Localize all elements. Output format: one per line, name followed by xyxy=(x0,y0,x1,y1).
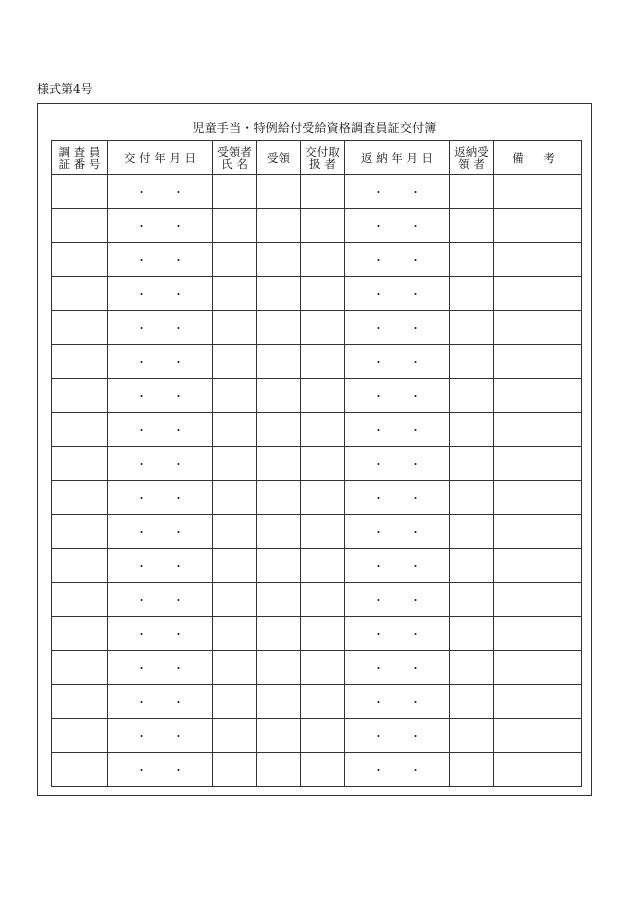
cell-remarks[interactable] xyxy=(494,515,582,549)
date-separator: ・ xyxy=(136,627,147,641)
cell-inspector-number[interactable] xyxy=(52,447,108,481)
cell-recipient-name[interactable] xyxy=(213,515,257,549)
date-separator: ・ xyxy=(410,219,421,233)
date-separator: ・ xyxy=(410,253,421,267)
header-remarks: 備 考 xyxy=(494,141,582,175)
date-separator: ・ xyxy=(136,287,147,301)
header-row xyxy=(52,141,582,175)
cell-return-receiver[interactable] xyxy=(450,651,494,685)
date-separator: ・ xyxy=(410,763,421,777)
date-separator: ・ xyxy=(173,661,184,675)
cell-return-receiver[interactable] xyxy=(450,209,494,243)
cell-return-receiver[interactable] xyxy=(450,515,494,549)
date-separators xyxy=(373,186,421,199)
date-separators xyxy=(373,390,421,403)
header-issuer-line1: 交付取 xyxy=(305,144,340,159)
date-separator: ・ xyxy=(373,185,384,199)
table-row xyxy=(52,481,582,515)
cell-remarks[interactable] xyxy=(494,175,582,209)
header-issuer xyxy=(301,141,345,175)
date-separators xyxy=(373,662,421,675)
date-separators xyxy=(136,254,184,267)
cell-recipient-name[interactable] xyxy=(213,617,257,651)
cell-remarks[interactable] xyxy=(494,379,582,413)
table-row xyxy=(52,447,582,481)
date-separator: ・ xyxy=(173,695,184,709)
date-separators xyxy=(136,458,184,471)
date-separator: ・ xyxy=(136,525,147,539)
header-inspector-number-line1: 調 査 員 xyxy=(58,144,101,159)
date-separators xyxy=(136,560,184,573)
cell-return-receiver[interactable] xyxy=(450,719,494,753)
cell-issue-date[interactable] xyxy=(108,209,213,243)
cell-return-date[interactable] xyxy=(345,277,450,311)
date-separator: ・ xyxy=(173,287,184,301)
cell-remarks[interactable] xyxy=(494,685,582,719)
cell-return-date[interactable] xyxy=(345,481,450,515)
date-separator: ・ xyxy=(136,661,147,675)
date-separator: ・ xyxy=(173,355,184,369)
date-separator: ・ xyxy=(373,559,384,573)
cell-receipt[interactable] xyxy=(257,175,301,209)
cell-inspector-number[interactable] xyxy=(52,583,108,617)
cell-issuer[interactable] xyxy=(301,447,345,481)
date-separators xyxy=(136,220,184,233)
table-row xyxy=(52,413,582,447)
cell-return-receiver[interactable] xyxy=(450,277,494,311)
cell-inspector-number[interactable] xyxy=(52,651,108,685)
date-separator: ・ xyxy=(136,321,147,335)
date-separators xyxy=(136,492,184,505)
date-separators xyxy=(373,458,421,471)
cell-recipient-name[interactable] xyxy=(213,685,257,719)
date-separator: ・ xyxy=(373,593,384,607)
cell-return-receiver[interactable] xyxy=(450,617,494,651)
cell-recipient-name[interactable] xyxy=(213,243,257,277)
cell-remarks[interactable] xyxy=(494,311,582,345)
cell-receipt[interactable] xyxy=(257,311,301,345)
date-separator: ・ xyxy=(410,457,421,471)
cell-return-date[interactable] xyxy=(345,515,450,549)
cell-return-receiver[interactable] xyxy=(450,413,494,447)
cell-inspector-number[interactable] xyxy=(52,311,108,345)
cell-remarks[interactable] xyxy=(494,277,582,311)
date-separators xyxy=(136,662,184,675)
date-separator: ・ xyxy=(136,593,147,607)
cell-issuer[interactable] xyxy=(301,617,345,651)
date-separator: ・ xyxy=(373,389,384,403)
date-separators xyxy=(373,764,421,777)
cell-receipt[interactable] xyxy=(257,345,301,379)
cell-return-date[interactable] xyxy=(345,617,450,651)
cell-issue-date[interactable] xyxy=(108,277,213,311)
date-separators xyxy=(136,288,184,301)
cell-recipient-name[interactable] xyxy=(213,447,257,481)
form-number: 様式第4号 xyxy=(37,82,93,96)
cell-receipt[interactable] xyxy=(257,447,301,481)
cell-receipt[interactable] xyxy=(257,209,301,243)
cell-return-date[interactable] xyxy=(345,413,450,447)
cell-issue-date[interactable] xyxy=(108,685,213,719)
cell-receipt[interactable] xyxy=(257,481,301,515)
date-separator: ・ xyxy=(173,457,184,471)
date-separator: ・ xyxy=(373,525,384,539)
header-inspector-number-line2: 証 番 号 xyxy=(58,156,101,171)
cell-issuer[interactable] xyxy=(301,243,345,277)
date-separators xyxy=(373,220,421,233)
cell-issuer[interactable] xyxy=(301,413,345,447)
date-separators xyxy=(373,254,421,267)
date-separator: ・ xyxy=(410,355,421,369)
date-separator: ・ xyxy=(136,185,147,199)
date-separator: ・ xyxy=(173,593,184,607)
date-separator: ・ xyxy=(136,253,147,267)
date-separator: ・ xyxy=(173,389,184,403)
cell-issuer[interactable] xyxy=(301,175,345,209)
cell-issue-date[interactable] xyxy=(108,481,213,515)
cell-remarks[interactable] xyxy=(494,209,582,243)
header-return-receiver xyxy=(450,141,494,175)
cell-inspector-number[interactable] xyxy=(52,719,108,753)
date-separators xyxy=(373,322,421,335)
cell-remarks[interactable] xyxy=(494,583,582,617)
cell-issue-date[interactable] xyxy=(108,243,213,277)
cell-issue-date[interactable] xyxy=(108,311,213,345)
cell-receipt[interactable] xyxy=(257,549,301,583)
cell-return-receiver[interactable] xyxy=(450,345,494,379)
date-separator: ・ xyxy=(173,491,184,505)
cell-recipient-name[interactable] xyxy=(213,753,257,787)
date-separators xyxy=(373,424,421,437)
cell-remarks[interactable] xyxy=(494,413,582,447)
date-separators xyxy=(136,594,184,607)
date-separators xyxy=(136,390,184,403)
table-row xyxy=(52,243,582,277)
cell-issuer[interactable] xyxy=(301,651,345,685)
cell-remarks[interactable] xyxy=(494,345,582,379)
cell-remarks[interactable] xyxy=(494,447,582,481)
cell-issue-date[interactable] xyxy=(108,549,213,583)
cell-return-receiver[interactable] xyxy=(450,549,494,583)
cell-issuer[interactable] xyxy=(301,685,345,719)
header-return-receiver-line1: 返納受 xyxy=(454,144,489,159)
date-separators xyxy=(136,730,184,743)
date-separator: ・ xyxy=(410,287,421,301)
date-separators xyxy=(136,424,184,437)
register-table xyxy=(51,140,582,787)
cell-return-date[interactable] xyxy=(345,651,450,685)
date-separator: ・ xyxy=(136,423,147,437)
cell-return-date[interactable] xyxy=(345,379,450,413)
date-separator: ・ xyxy=(410,559,421,573)
date-separator: ・ xyxy=(173,525,184,539)
cell-return-receiver[interactable] xyxy=(450,583,494,617)
cell-recipient-name[interactable] xyxy=(213,379,257,413)
date-separator: ・ xyxy=(410,627,421,641)
cell-recipient-name[interactable] xyxy=(213,651,257,685)
cell-inspector-number[interactable] xyxy=(52,345,108,379)
date-separator: ・ xyxy=(410,525,421,539)
date-separator: ・ xyxy=(410,593,421,607)
date-separator: ・ xyxy=(373,457,384,471)
cell-inspector-number[interactable] xyxy=(52,243,108,277)
cell-return-receiver[interactable] xyxy=(450,481,494,515)
cell-issue-date[interactable] xyxy=(108,583,213,617)
table-row xyxy=(52,719,582,753)
header-issue-date: 交 付 年 月 日 xyxy=(108,141,213,175)
header-receipt: 受領 xyxy=(257,141,301,175)
date-separators xyxy=(136,322,184,335)
date-separators xyxy=(373,492,421,505)
cell-return-date[interactable] xyxy=(345,345,450,379)
cell-return-date[interactable] xyxy=(345,549,450,583)
cell-issuer[interactable] xyxy=(301,277,345,311)
cell-issuer[interactable] xyxy=(301,515,345,549)
cell-return-receiver[interactable] xyxy=(450,447,494,481)
date-separators xyxy=(373,594,421,607)
date-separator: ・ xyxy=(373,287,384,301)
cell-issue-date[interactable] xyxy=(108,651,213,685)
header-recipient-name-line1: 受領者 xyxy=(217,144,252,159)
date-separator: ・ xyxy=(410,321,421,335)
date-separator: ・ xyxy=(136,457,147,471)
date-separator: ・ xyxy=(373,491,384,505)
cell-remarks[interactable] xyxy=(494,753,582,787)
header-recipient-name-line2: 氏 名 xyxy=(221,156,248,171)
cell-receipt[interactable] xyxy=(257,413,301,447)
date-separators xyxy=(136,526,184,539)
cell-return-date[interactable] xyxy=(345,583,450,617)
cell-remarks[interactable] xyxy=(494,651,582,685)
date-separator: ・ xyxy=(173,185,184,199)
table-row xyxy=(52,651,582,685)
register-frame xyxy=(37,103,592,796)
cell-recipient-name[interactable] xyxy=(213,209,257,243)
cell-issuer[interactable] xyxy=(301,719,345,753)
date-separators xyxy=(136,186,184,199)
cell-return-date[interactable] xyxy=(345,209,450,243)
cell-inspector-number[interactable] xyxy=(52,515,108,549)
date-separator: ・ xyxy=(373,219,384,233)
cell-recipient-name[interactable] xyxy=(213,549,257,583)
date-separator: ・ xyxy=(373,695,384,709)
cell-recipient-name[interactable] xyxy=(213,345,257,379)
cell-recipient-name[interactable] xyxy=(213,277,257,311)
table-row xyxy=(52,583,582,617)
cell-return-receiver[interactable] xyxy=(450,311,494,345)
date-separator: ・ xyxy=(373,355,384,369)
cell-return-date[interactable] xyxy=(345,175,450,209)
table-row xyxy=(52,753,582,787)
table-row xyxy=(52,345,582,379)
date-separator: ・ xyxy=(136,729,147,743)
date-separators xyxy=(373,730,421,743)
header-return-date: 返 納 年 月 日 xyxy=(345,141,450,175)
date-separators xyxy=(373,288,421,301)
cell-recipient-name[interactable] xyxy=(213,311,257,345)
cell-inspector-number[interactable] xyxy=(52,413,108,447)
cell-remarks[interactable] xyxy=(494,243,582,277)
cell-remarks[interactable] xyxy=(494,617,582,651)
date-separators xyxy=(373,696,421,709)
header-inspector-number xyxy=(52,141,108,175)
cell-receipt[interactable] xyxy=(257,583,301,617)
cell-remarks[interactable] xyxy=(494,549,582,583)
cell-inspector-number[interactable] xyxy=(52,753,108,787)
cell-issuer[interactable] xyxy=(301,481,345,515)
cell-issue-date[interactable] xyxy=(108,345,213,379)
cell-inspector-number[interactable] xyxy=(52,685,108,719)
cell-return-receiver[interactable] xyxy=(450,685,494,719)
cell-receipt[interactable] xyxy=(257,277,301,311)
cell-recipient-name[interactable] xyxy=(213,175,257,209)
cell-inspector-number[interactable] xyxy=(52,379,108,413)
cell-issue-date[interactable] xyxy=(108,617,213,651)
date-separator: ・ xyxy=(173,763,184,777)
cell-remarks[interactable] xyxy=(494,481,582,515)
cell-issuer[interactable] xyxy=(301,311,345,345)
cell-receipt[interactable] xyxy=(257,243,301,277)
date-separator: ・ xyxy=(410,695,421,709)
cell-receipt[interactable] xyxy=(257,719,301,753)
date-separator: ・ xyxy=(136,355,147,369)
cell-return-date[interactable] xyxy=(345,447,450,481)
date-separator: ・ xyxy=(173,321,184,335)
cell-issuer[interactable] xyxy=(301,345,345,379)
cell-issuer[interactable] xyxy=(301,549,345,583)
date-separator: ・ xyxy=(410,389,421,403)
date-separator: ・ xyxy=(410,661,421,675)
date-separators xyxy=(136,696,184,709)
table-row xyxy=(52,379,582,413)
cell-issue-date[interactable] xyxy=(108,753,213,787)
date-separator: ・ xyxy=(410,185,421,199)
cell-receipt[interactable] xyxy=(257,379,301,413)
table-row xyxy=(52,311,582,345)
cell-return-date[interactable] xyxy=(345,311,450,345)
cell-issuer[interactable] xyxy=(301,583,345,617)
date-separator: ・ xyxy=(173,729,184,743)
cell-inspector-number[interactable] xyxy=(52,175,108,209)
cell-return-receiver[interactable] xyxy=(450,379,494,413)
cell-return-date[interactable] xyxy=(345,243,450,277)
cell-receipt[interactable] xyxy=(257,651,301,685)
page-title: 児童手当・特例給付受給資格調査員証交付簿 xyxy=(192,121,437,135)
date-separators xyxy=(136,356,184,369)
cell-return-date[interactable] xyxy=(345,685,450,719)
date-separator: ・ xyxy=(373,321,384,335)
cell-receipt[interactable] xyxy=(257,753,301,787)
cell-receipt[interactable] xyxy=(257,685,301,719)
date-separator: ・ xyxy=(173,627,184,641)
register-rows xyxy=(52,175,582,787)
header-issuer-line2: 扱 者 xyxy=(309,156,336,171)
date-separator: ・ xyxy=(410,491,421,505)
cell-issue-date[interactable] xyxy=(108,515,213,549)
date-separator: ・ xyxy=(173,219,184,233)
date-separators xyxy=(373,560,421,573)
cell-return-receiver[interactable] xyxy=(450,753,494,787)
table-row xyxy=(52,175,582,209)
date-separator: ・ xyxy=(373,763,384,777)
table-row xyxy=(52,515,582,549)
cell-inspector-number[interactable] xyxy=(52,209,108,243)
date-separator: ・ xyxy=(136,389,147,403)
cell-issue-date[interactable] xyxy=(108,379,213,413)
cell-remarks[interactable] xyxy=(494,719,582,753)
header-return-receiver-line2: 領 者 xyxy=(458,156,485,171)
cell-return-receiver[interactable] xyxy=(450,243,494,277)
cell-inspector-number[interactable] xyxy=(52,617,108,651)
date-separator: ・ xyxy=(173,559,184,573)
date-separators xyxy=(373,526,421,539)
cell-return-receiver[interactable] xyxy=(450,175,494,209)
header-recipient-name xyxy=(213,141,257,175)
date-separator: ・ xyxy=(373,627,384,641)
date-separator: ・ xyxy=(373,729,384,743)
date-separator: ・ xyxy=(136,763,147,777)
cell-return-date[interactable] xyxy=(345,753,450,787)
cell-inspector-number[interactable] xyxy=(52,549,108,583)
cell-recipient-name[interactable] xyxy=(213,719,257,753)
cell-issuer[interactable] xyxy=(301,753,345,787)
date-separator: ・ xyxy=(136,219,147,233)
table-row xyxy=(52,549,582,583)
date-separators xyxy=(373,356,421,369)
date-separator: ・ xyxy=(410,423,421,437)
cell-issuer[interactable] xyxy=(301,209,345,243)
date-separator: ・ xyxy=(410,729,421,743)
date-separator: ・ xyxy=(173,423,184,437)
cell-inspector-number[interactable] xyxy=(52,277,108,311)
cell-recipient-name[interactable] xyxy=(213,481,257,515)
date-separators xyxy=(136,628,184,641)
cell-recipient-name[interactable] xyxy=(213,583,257,617)
table-row xyxy=(52,617,582,651)
cell-issue-date[interactable] xyxy=(108,413,213,447)
table-row xyxy=(52,277,582,311)
cell-receipt[interactable] xyxy=(257,515,301,549)
date-separator: ・ xyxy=(136,491,147,505)
date-separator: ・ xyxy=(136,695,147,709)
date-separator: ・ xyxy=(373,423,384,437)
date-separator: ・ xyxy=(136,559,147,573)
cell-issue-date[interactable] xyxy=(108,175,213,209)
table-row xyxy=(52,685,582,719)
date-separators xyxy=(373,628,421,641)
cell-receipt[interactable] xyxy=(257,617,301,651)
date-separator: ・ xyxy=(373,253,384,267)
date-separator: ・ xyxy=(173,253,184,267)
cell-return-date[interactable] xyxy=(345,719,450,753)
cell-inspector-number[interactable] xyxy=(52,481,108,515)
date-separator: ・ xyxy=(373,661,384,675)
cell-issue-date[interactable] xyxy=(108,719,213,753)
cell-issue-date[interactable] xyxy=(108,447,213,481)
table-row xyxy=(52,209,582,243)
cell-recipient-name[interactable] xyxy=(213,413,257,447)
cell-issuer[interactable] xyxy=(301,379,345,413)
date-separators xyxy=(136,764,184,777)
